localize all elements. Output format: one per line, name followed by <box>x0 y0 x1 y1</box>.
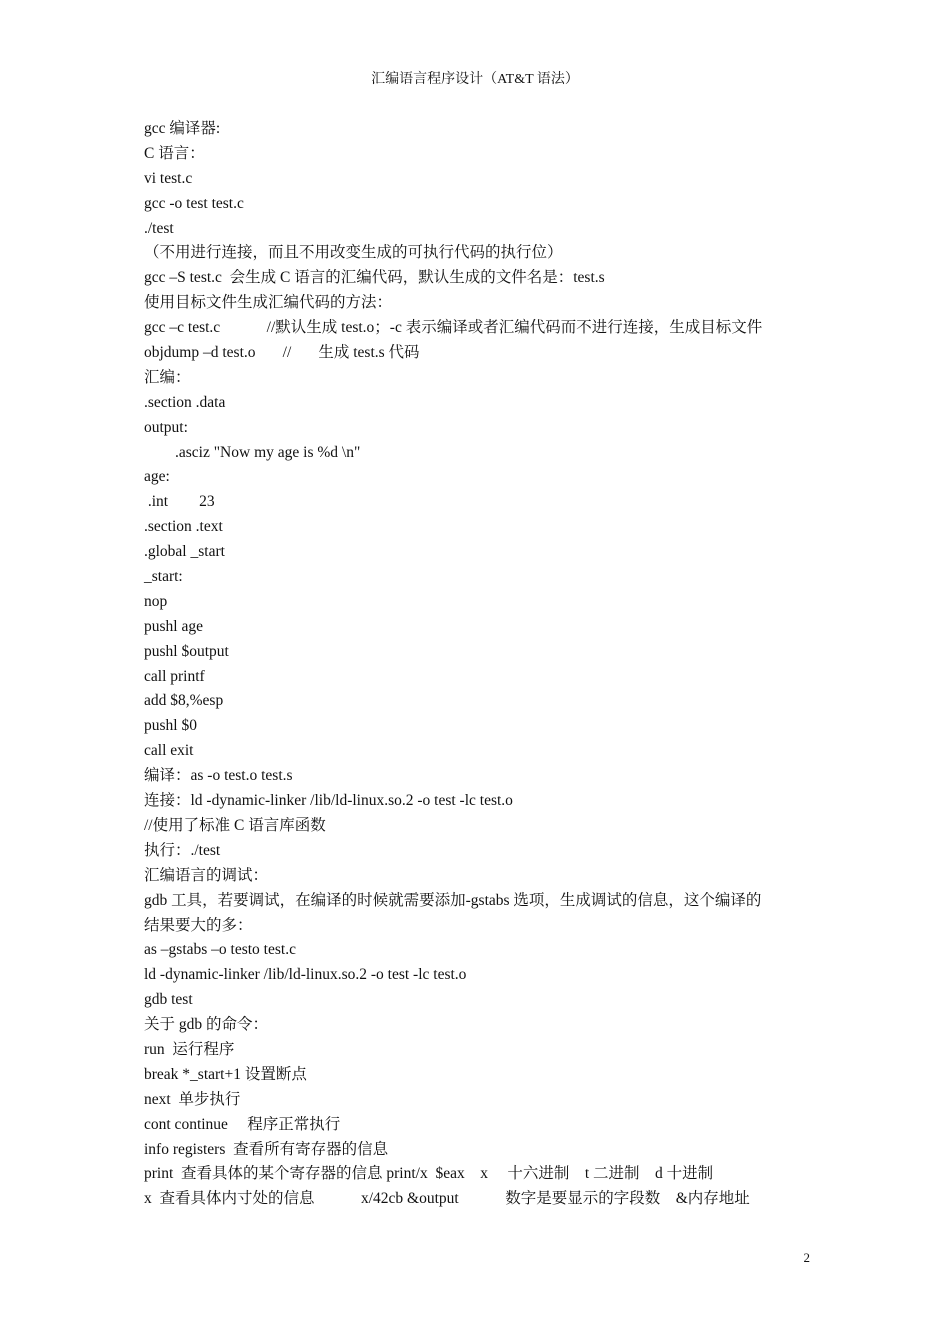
page-number: 2 <box>803 1250 810 1265</box>
code-line: nop <box>144 592 168 610</box>
text-line: objdump –d test.o // 生成 test.s 代码 <box>144 344 420 362</box>
text-line: ld -dynamic-linker /lib/ld-linux.so.2 -o test -lc test.o <box>144 966 467 984</box>
text-line: as –gstabs –o testo test.c <box>144 941 296 959</box>
text-line: gcc –c test.c //默认生成 test.o；-c 表示编译或者汇编代码而不进行连接，生成目标文件 <box>144 319 763 337</box>
code-line: age: <box>144 468 170 486</box>
text-line: //使用了标准 C 语言库函数 <box>144 816 326 834</box>
text-line: （不用进行连接，而且不用改变生成的可执行代码的执行位） <box>144 244 563 262</box>
code-line: call printf <box>144 667 205 685</box>
code-line: pushl $0 <box>144 717 197 735</box>
page-header: 汇编语言程序设计（AT&T 语法） <box>371 72 579 87</box>
text-line: gcc 编译器: <box>144 120 221 137</box>
text-line: 汇编： <box>144 368 191 386</box>
text-line: break *_start+1 设置断点 <box>144 1065 307 1083</box>
text-line: 结果要大的多： <box>144 916 253 934</box>
text-line: gdb test <box>144 991 193 1009</box>
text-line: run 运行程序 <box>144 1040 235 1058</box>
code-line: call exit <box>144 742 194 760</box>
text-line: print 查看具体的某个寄存器的信息 print/x $eax x 十六进制 t 二进制 d 十进制 <box>144 1165 714 1183</box>
text-line: 执行：./test <box>144 841 221 859</box>
text-line: 连接：ld -dynamic-linker /lib/ld-linux.so.2 -o test -lc test.o <box>144 792 513 810</box>
text-line: cont continue 程序正常执行 <box>144 1115 341 1133</box>
code-line: add $8,%esp <box>144 692 224 710</box>
text-line: x 查看具体内寸处的信息 x/42cb &output 数字是要显示的字段数 &内存地址 <box>144 1190 750 1208</box>
text-line: 汇编语言的调试： <box>144 866 269 884</box>
code-line: pushl age <box>144 617 203 635</box>
text-line: vi test.c <box>144 169 193 187</box>
code-line: .section .text <box>144 518 223 536</box>
code-line: .asciz "Now my age is %d \n" <box>144 443 361 461</box>
text-line: C 语言： <box>144 144 205 162</box>
text-line: ./test <box>144 219 174 237</box>
code-line: .global _start <box>144 543 225 561</box>
document-body <box>144 117 824 1212</box>
code-line: pushl $output <box>144 642 229 660</box>
text-line: 关于 gdb 的命令： <box>144 1016 269 1034</box>
code-line: .section .data <box>144 393 226 411</box>
text-line: gdb 工具，若要调试，在编译的时候就需要添加-gstabs 选项，生成调试的信息，这个编译的 <box>144 891 762 909</box>
text-line: next 单步执行 <box>144 1090 241 1108</box>
text-line: gcc –S test.c 会生成 C 语言的汇编代码，默认生成的文件名是：test.s <box>144 269 605 287</box>
code-line: output: <box>144 418 188 436</box>
text-line: 编译：as -o test.o test.s <box>144 767 293 785</box>
text-line: 使用目标文件生成汇编代码的方法： <box>144 294 393 312</box>
text-line: gcc -o test test.c <box>144 194 244 212</box>
text-line: info registers 查看所有寄存器的信息 <box>144 1140 389 1158</box>
code-line: _start: <box>144 568 183 586</box>
code-line: .int 23 <box>144 493 215 511</box>
